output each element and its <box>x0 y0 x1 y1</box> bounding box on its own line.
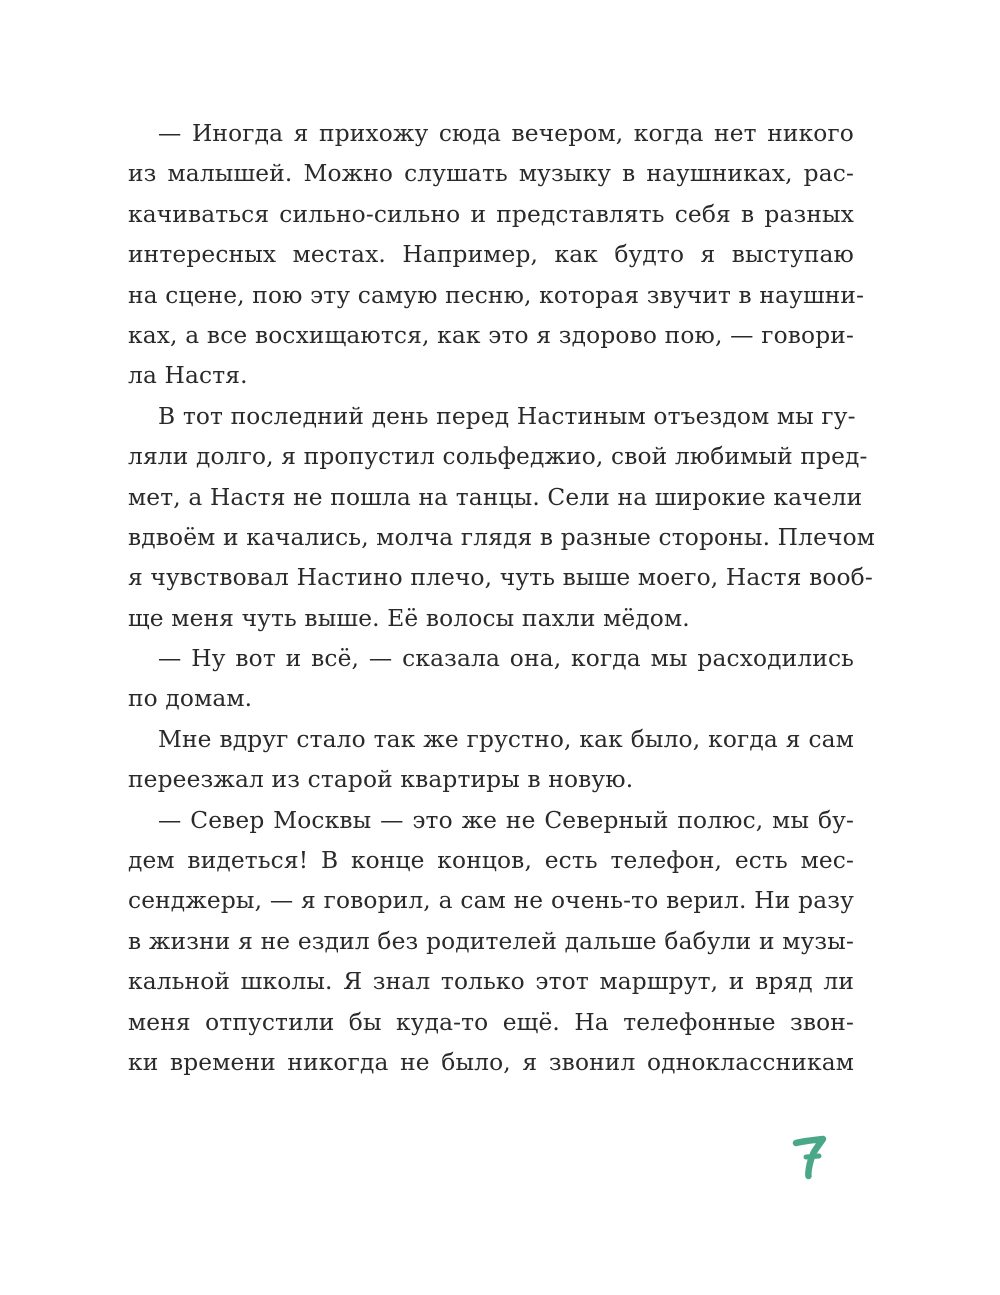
text-line: — Ну вот и всё, — сказала она, когда мы расходились <box>158 645 854 673</box>
text-line: Мне вдруг стало так же грустно, как было, когда я сам <box>158 725 854 753</box>
text-line: ла Настя. <box>128 362 248 390</box>
text-line: сенджеры, — я говорил, а сам не очень-то верил. Ни разу <box>128 887 854 915</box>
page-number <box>790 1128 830 1184</box>
text-line: меня отпустили бы куда-то ещё. На телефонные звон- <box>128 1008 854 1036</box>
text-line: по домам. <box>128 685 253 713</box>
body-text <box>128 114 876 1083</box>
text-line: ще меня чуть выше. Её волосы пахли мёдом. <box>128 604 690 632</box>
page-number-crossbar <box>806 1156 819 1157</box>
text-line: я чувствовал Настино плечо, чуть выше моего, Настя вооб- <box>128 564 873 592</box>
text-line: из малышей. Можно слушать музыку в наушниках, рас- <box>128 160 854 188</box>
text-line: ках, а все восхищаются, как это я здорово пою, — говори- <box>128 321 854 349</box>
text-line: качиваться сильно-сильно и представлять себя в разных <box>128 200 854 228</box>
text-line: на сцене, пою эту самую песню, которая звучит в наушни- <box>128 281 865 309</box>
paragraph <box>128 397 876 639</box>
text-line: переезжал из старой квартиры в новую. <box>128 766 634 794</box>
paragraph <box>128 720 854 801</box>
text-line: вдвоём и качались, молча глядя в разные стороны. Плечом <box>128 523 876 551</box>
text-line: ляли долго, я пропустил сольфеджио, свой любимый пред- <box>128 443 868 471</box>
text-line: В тот последний день перед Настиным отъездом мы гу- <box>158 402 856 430</box>
text-line: дем видеться! В конце концов, есть телефон, есть мес- <box>128 847 854 875</box>
paragraph <box>128 639 854 720</box>
text-line: — Иногда я прихожу сюда вечером, когда нет никого <box>158 120 854 147</box>
text-line: в жизни я не ездил без родителей дальше бабули и музы- <box>128 927 854 955</box>
paragraph <box>128 801 854 1084</box>
text-line: — Север Москвы — это же не Северный полюс, мы бу- <box>158 806 854 834</box>
paragraph <box>128 114 865 397</box>
text-line: кальной школы. Я знал только этот маршрут, и вряд ли <box>128 968 854 996</box>
text-line: ки времени никогда не было, я звонил одноклассникам <box>128 1048 854 1076</box>
text-line: мет, а Настя не пошла на танцы. Сели на широкие качели <box>128 483 863 511</box>
text-line: интересных местах. Например, как будто я выступаю <box>128 241 854 269</box>
